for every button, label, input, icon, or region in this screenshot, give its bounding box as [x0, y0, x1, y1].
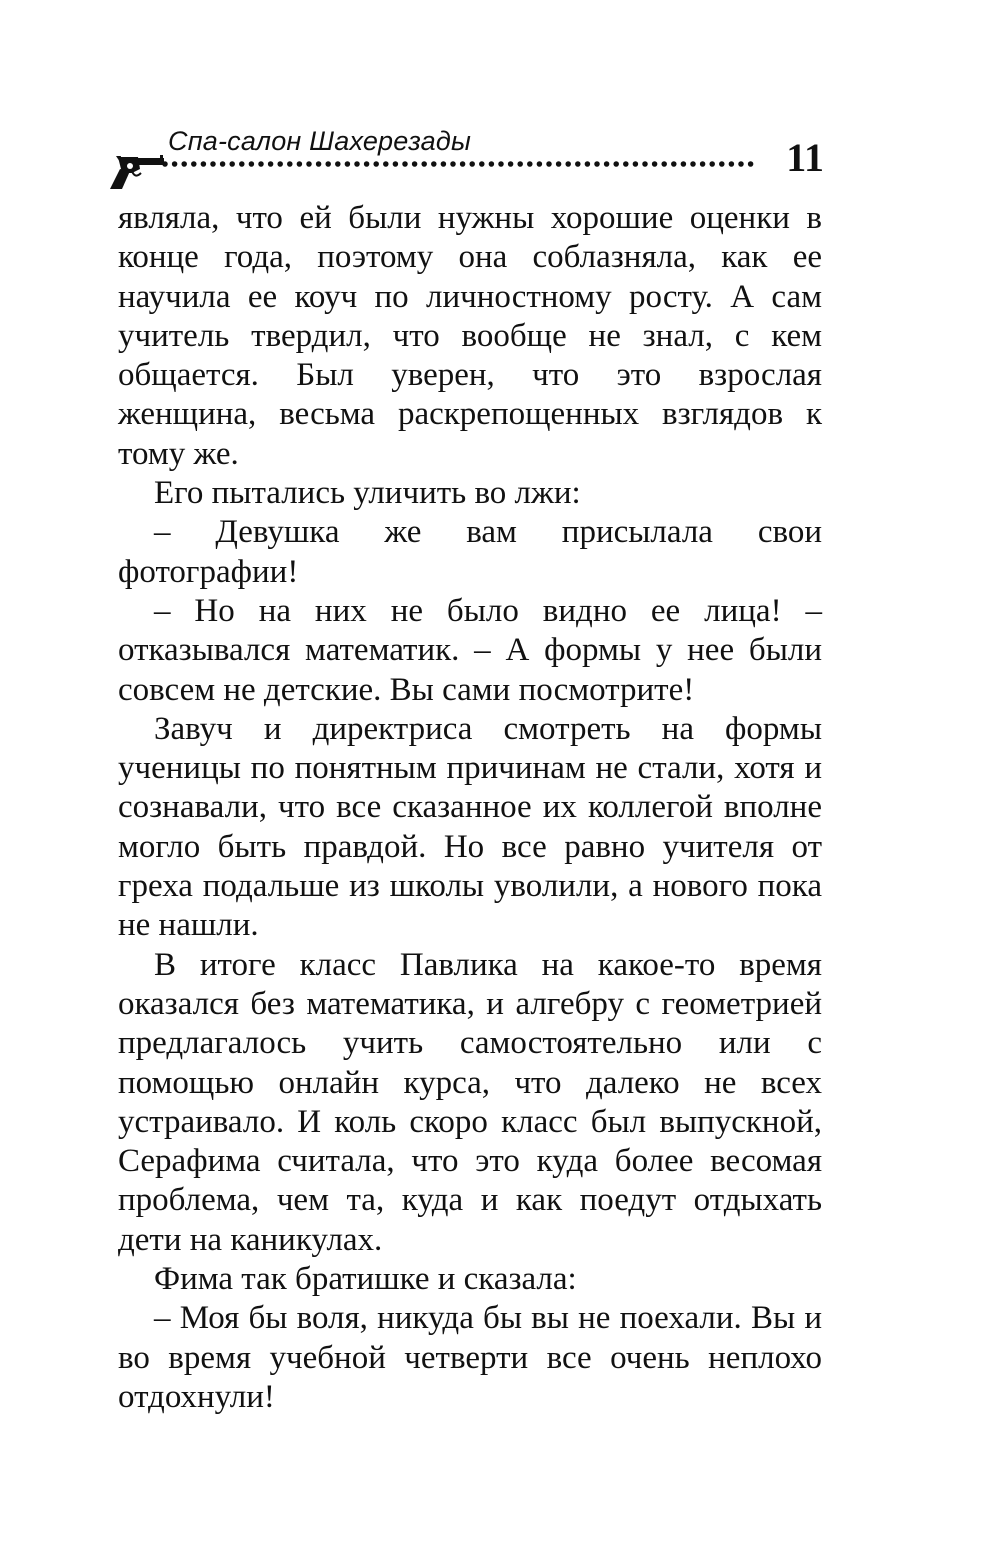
- paragraph: – Но на них не было видно ее лица! – отказывался математик. – А формы у нее были совсем не детские. Вы сами посмотрите!: [118, 592, 822, 708]
- paragraph: В итоге класс Павлика на какое-то время оказался без математика, и алгебру с геометрией предлагалось учить самостоятельно или с помощью онлайн курса, что далеко не всех устраивало. И коль скоро класс был выпускной, Серафима считала, что это куда более весомая проблема, чем та, куда и как поедут отдыхать дети на каникулах.: [118, 946, 822, 1258]
- page-number: 11: [786, 135, 824, 180]
- paragraph: – Девушка же вам присылала свои фотографии!: [118, 514, 822, 590]
- running-title: Спа-салон Шахерезады: [168, 126, 472, 156]
- running-header: [108, 124, 824, 194]
- dotted-leader-line: [162, 158, 760, 170]
- paragraph: Его пытались уличить во лжи:: [154, 475, 581, 512]
- paragraph: Завуч и директриса смотреть на формы ученицы по понятным причинам не стали, хотя и сознавали, что все сказанное их коллегой вполне могло быть правдой. Но все равно учителя от греха подальше из школы уволили, а нового пока не нашли.: [118, 710, 822, 944]
- body-text: [118, 199, 822, 1417]
- paragraph: Фима так братишке и сказала:: [154, 1261, 577, 1298]
- revolver-icon: [108, 154, 166, 192]
- paragraph: являла, что ей были нужны хорошие оценки в конце года, поэтому она соблазняла, как ее научила ее коуч по личностному росту. А сам учитель твердил, что вообще не знал, с кем общается. Был уверен, что это взрослая женщина, весьма раскрепощенных взглядов к тому же.: [118, 200, 822, 472]
- paragraph: – Моя бы воля, никуда бы вы не поехали. Вы и во время учебной четверти все очень неплохо отдохнули!: [118, 1300, 822, 1415]
